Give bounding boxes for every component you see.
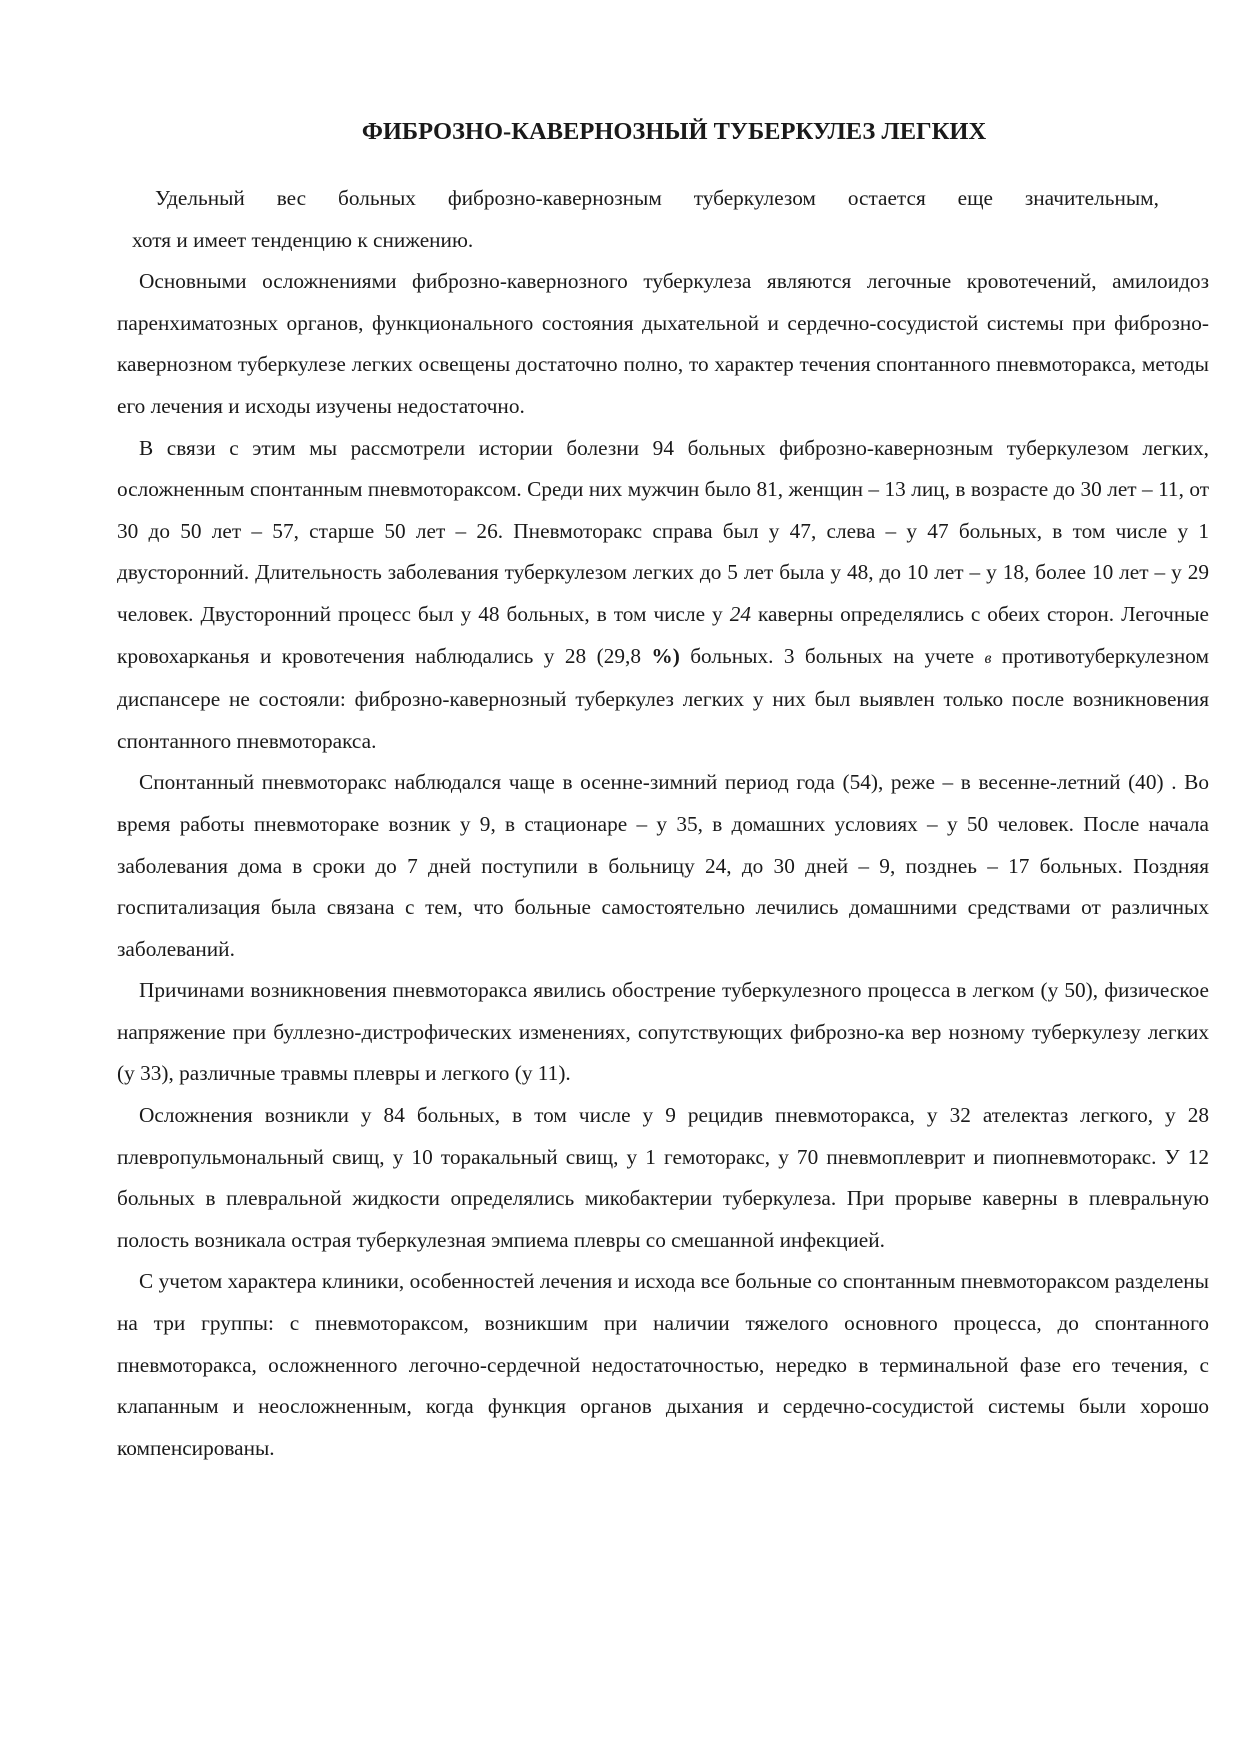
document-page bbox=[117, 112, 1209, 1469]
intro-line-2: хотя и имеет тенденцию к снижению. bbox=[132, 227, 474, 252]
document-title: ФИБРОЗНО-КАВЕРНОЗНЫЙ ТУБЕРКУЛЕЗ ЛЕГКИХ bbox=[361, 118, 987, 145]
preposition-v: в bbox=[984, 649, 992, 667]
paragraph-case-history bbox=[117, 428, 1209, 763]
percent-sign: %) bbox=[651, 643, 680, 668]
case-history-text-b: каверны определялись с обеих сторон. Легочные кровохарканья и кровотечения наблюдались у 28 (29,8 bbox=[117, 601, 1209, 668]
case-history-text-d: противотуберкулезном диспансере не состояли: фиброзно-кавернозный туберкулез легких у них был выявлен только после возникновения спонтанного пневмоторакса. bbox=[117, 643, 1209, 753]
intro-line-1: Удельный вес больных фиброзно-кавернозным туберкулезом остается еще значительным, bbox=[155, 186, 1159, 210]
paragraph-outcomes: Осложнения возникли у 84 больных, в том числе у 9 рецидив пневмоторакса, у 32 ателектаз легкого, у 28 плевропульмональный свищ, у 10 торакальный свищ, у 1 гемоторакс, у 70 пневмоплеврит и пиопневмоторакс. У 12 больных в плевральной жидкости определялись микобактерии туберкулеза. При прорыве каверны в плевральную полость возникала острая туберкулезная эмпиема плевры со смешанной инфекцией. bbox=[117, 1103, 1209, 1252]
bilateral-cavity-count: 24 bbox=[729, 601, 751, 626]
paragraph-groups: С учетом характера клиники, особенностей лечения и исхода все больные со спонтанным пневмотораксом разделены на три группы: с пневмотораксом, возникшим при наличии тяжелого основного процесса, до спонтанного пневмоторакса, осложненного легочно-сердечной недостаточностью, нередко в терминальной фазе его течения, с клапанным и неосложненным, когда функция органов дыхания и сердечно-сосудистой системы были хорошо компенсированы. bbox=[117, 1269, 1209, 1460]
paragraph-complications: Основными осложнениями фиброзно-кавернозного туберкулеза являются легочные кровотечений, амилоидоз паренхиматозных органов, функционального состояния дыхательной и сердечно-сосудистой системы при фиброзно-кавернозном туберкулезе легких освещены достаточно полно, то характер течения спонтанного пневмоторакса, методы его лечения и исходы изучены недостаточно. bbox=[117, 269, 1209, 418]
paragraph-seasonality: Спонтанный пневмоторакс наблюдался чаще в осенне-зимний период года (54), реже – в весенне-летний (40) . Во время работы пневмоторакe возник у 9, в стационаре – у 35, в домашних условиях – у 50 человек. После начала заболевания дома в сроки до 7 дней поступили в больницу 24, до 30 дней – 9, позднeь – 17 больных. Поздняя госпитализация была связана с тем, что больные самостоятельно лечились домашними средствами от различных заболеваний. bbox=[117, 770, 1209, 961]
case-history-text-a: В связи с этим мы рассмотрели истории болезни 94 больных фиброзно-кавернозным туберкулезом легких, осложненным спонтанным пневмотораксом. Среди них мужчин было 81, женщин – 13 лиц, в возрасте до 30 лет – 11, от 30 до 50 лет – 57, старше 50 лет – 26. Пневмоторакс справа был у 47, слева – у 47 больных, в том числе у 1 двусторонний. Длительность заболевания туберкулезом легких до 5 лет была у 48, до 10 лет – у 18, более 10 лет – у 29 человек. Двусторонний процесс был у 48 больных, в том числе у bbox=[117, 435, 1209, 626]
paragraph-causes: Причинами возникновения пневмоторакса явились обострение туберкулезного процесса в легком (у 50), физическое напряжение при буллезно-дистрофических изменениях, сопутствующих фиброзно-ка вер нозному туберкулезу легких (у 33), различные травмы плевры и легкого (у 11). bbox=[117, 978, 1209, 1086]
intro-paragraph bbox=[117, 178, 1209, 261]
case-history-text-c: больных. 3 больных на учете bbox=[679, 643, 985, 668]
